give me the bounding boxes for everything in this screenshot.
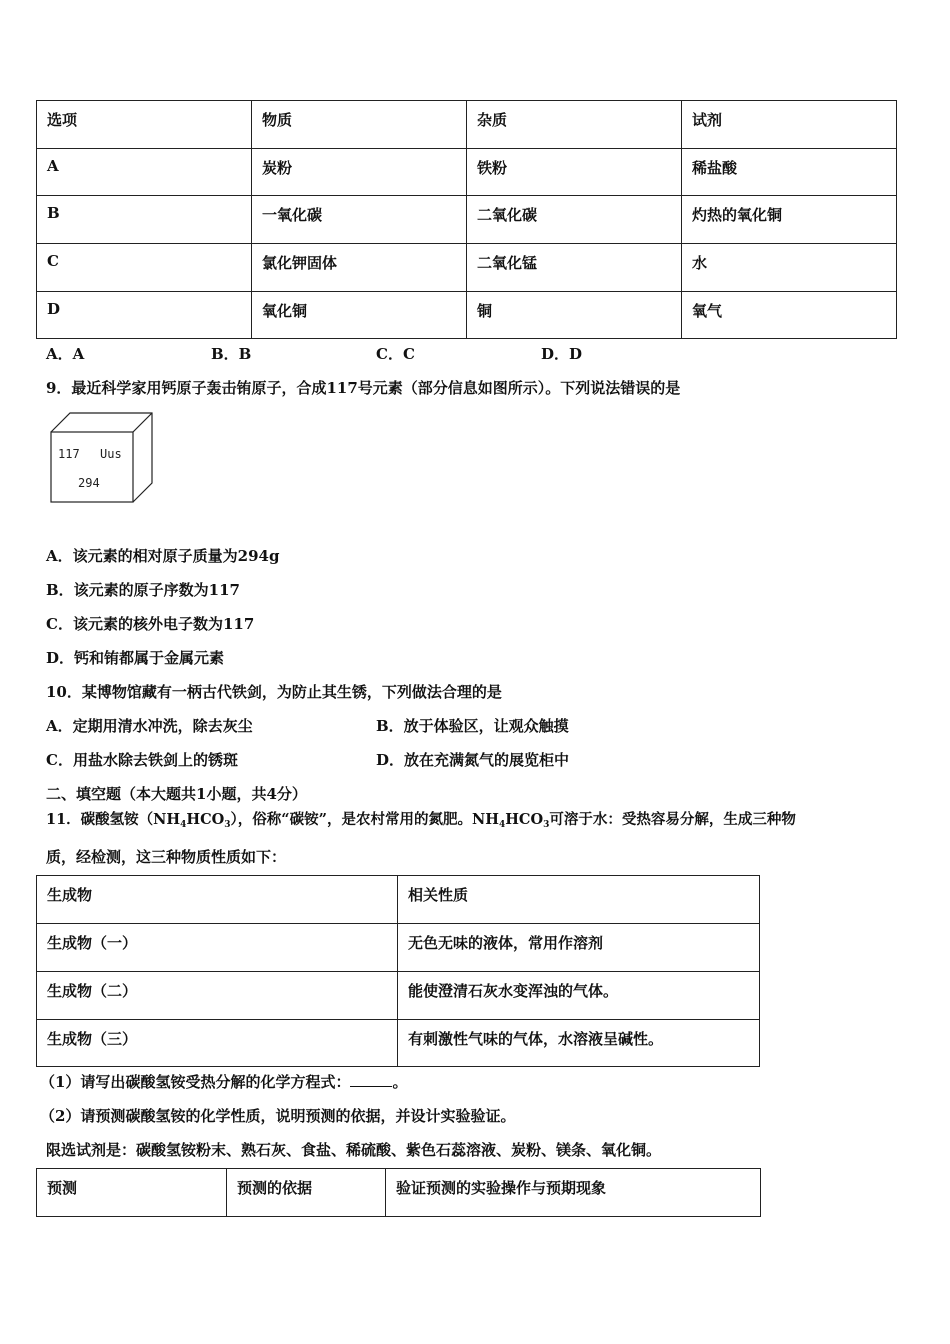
q10-option-d: D．放在充满氮气的展览柜中 xyxy=(376,751,570,769)
table-cell: 炭粉 xyxy=(252,149,467,196)
q9-option-b: B．该元素的原子序数为117 xyxy=(46,581,240,599)
table-cell: 生成物（一） xyxy=(37,924,398,972)
header-cell: 选项 xyxy=(37,101,252,149)
table-header-row xyxy=(37,876,760,924)
q11-stem-line2: 质，经检测，这三种物质性质如下： xyxy=(46,848,287,866)
table-cell: 生成物（三） xyxy=(37,1020,398,1067)
answer-blank[interactable] xyxy=(350,1072,392,1087)
table-cell: 铜 xyxy=(467,292,682,339)
q9-option-d: D．钙和铕都属于金属元素 xyxy=(46,649,225,667)
q11-stem-text: HCO xyxy=(505,811,544,828)
header-cell: 杂质 xyxy=(467,101,682,149)
q8-option-b: B．B xyxy=(211,345,252,363)
header-cell: 物质 xyxy=(252,101,467,149)
header-cell: 预测的依据 xyxy=(227,1169,386,1217)
element-cube-diagram xyxy=(48,410,158,506)
q11-stem-text: 可溶于水：受热容易分解，生成三种物 xyxy=(549,811,796,828)
q11-sub1-text: （1）请写出碳酸氢铵受热分解的化学方程式： xyxy=(40,1073,351,1091)
q10-stem: 10．某博物馆藏有一柄古代铁剑，为防止其生锈，下列做法合理的是 xyxy=(46,683,502,701)
table-cell: 灼热的氧化铜 xyxy=(682,196,897,244)
section-heading: 二、填空题（本大题共1小题，共4分） xyxy=(46,785,307,803)
q10-option-b: B．放于体验区，让观众触摸 xyxy=(376,717,569,735)
table-cell: 能使澄清石灰水变浑浊的气体。 xyxy=(398,972,760,1020)
table-cell: 氧化铜 xyxy=(252,292,467,339)
element-symbol: Uus xyxy=(100,447,122,461)
subscript: 4 xyxy=(180,820,187,830)
table-row xyxy=(37,196,897,244)
q8-option-a: A．A xyxy=(46,345,85,363)
q11-sub1-end: 。 xyxy=(392,1073,408,1091)
q11-sub1 xyxy=(40,1071,407,1092)
table-cell: B xyxy=(37,196,252,244)
q9-option-a: A．该元素的相对原子质量为294g xyxy=(46,547,280,565)
q8-option-d: D．D xyxy=(541,345,583,363)
table-cell: A xyxy=(37,149,252,196)
table-header-row xyxy=(37,1169,761,1217)
q11-stem xyxy=(46,808,796,829)
q8-option-c: C．C xyxy=(376,345,415,363)
table-cell: 有刺激性气味的气体，水溶液呈碱性。 xyxy=(398,1020,760,1067)
table-cell: 氯化钾固体 xyxy=(252,244,467,292)
q11-stem-text: 11．碳酸氢铵（NH xyxy=(46,811,181,828)
header-cell: 验证预测的实验操作与预期现象 xyxy=(386,1169,761,1217)
header-cell: 试剂 xyxy=(682,101,897,149)
table-row xyxy=(37,149,897,196)
subscript: 3 xyxy=(543,820,550,830)
q10-option-c: C．用盐水除去铁剑上的锈斑 xyxy=(46,751,238,769)
q9-option-c: C．该元素的核外电子数为117 xyxy=(46,615,255,633)
element-mass: 294 xyxy=(78,476,100,490)
table-row xyxy=(37,1020,760,1067)
substance-impurity-table xyxy=(36,100,897,339)
table-row xyxy=(37,972,760,1020)
element-atomic-number: 117 xyxy=(58,447,80,461)
q11-stem-text: HCO xyxy=(186,811,225,828)
subscript: 4 xyxy=(498,820,506,830)
prediction-table xyxy=(36,1168,761,1217)
products-table xyxy=(36,875,760,1067)
q9-stem: 9．最近科学家用钙原子轰击铕原子，合成117号元素（部分信息如图所示）。下列说法错误的是 xyxy=(46,379,681,397)
table-row xyxy=(37,292,897,339)
subscript: 3 xyxy=(224,820,231,830)
table-row xyxy=(37,244,897,292)
table-cell: 铁粉 xyxy=(467,149,682,196)
table-cell: 一氧化碳 xyxy=(252,196,467,244)
q11-reagents: 限选试剂是：碳酸氢铵粉末、熟石灰、食盐、稀硫酸、紫色石蕊溶液、炭粉、镁条、氧化铜。 xyxy=(46,1141,662,1159)
q11-stem-text: ），俗称“碳铵”，是农村常用的氮肥。NH xyxy=(230,811,499,828)
table-header-row xyxy=(37,101,897,149)
table-cell: 二氧化锰 xyxy=(467,244,682,292)
q10-option-a: A．定期用清水冲洗，除去灰尘 xyxy=(46,717,253,735)
header-cell: 生成物 xyxy=(37,876,398,924)
table-cell: 生成物（二） xyxy=(37,972,398,1020)
table-cell: 二氧化碳 xyxy=(467,196,682,244)
header-cell: 相关性质 xyxy=(398,876,760,924)
table-cell: 氧气 xyxy=(682,292,897,339)
table-cell: 无色无味的液体，常用作溶剂 xyxy=(398,924,760,972)
header-cell: 预测 xyxy=(37,1169,227,1217)
table-cell: 水 xyxy=(682,244,897,292)
table-cell: D xyxy=(37,292,252,339)
table-row xyxy=(37,924,760,972)
table-cell: C xyxy=(37,244,252,292)
q11-sub2: （2）请预测碳酸氢铵的化学性质，说明预测的依据，并设计实验验证。 xyxy=(40,1107,516,1125)
table-cell: 稀盐酸 xyxy=(682,149,897,196)
